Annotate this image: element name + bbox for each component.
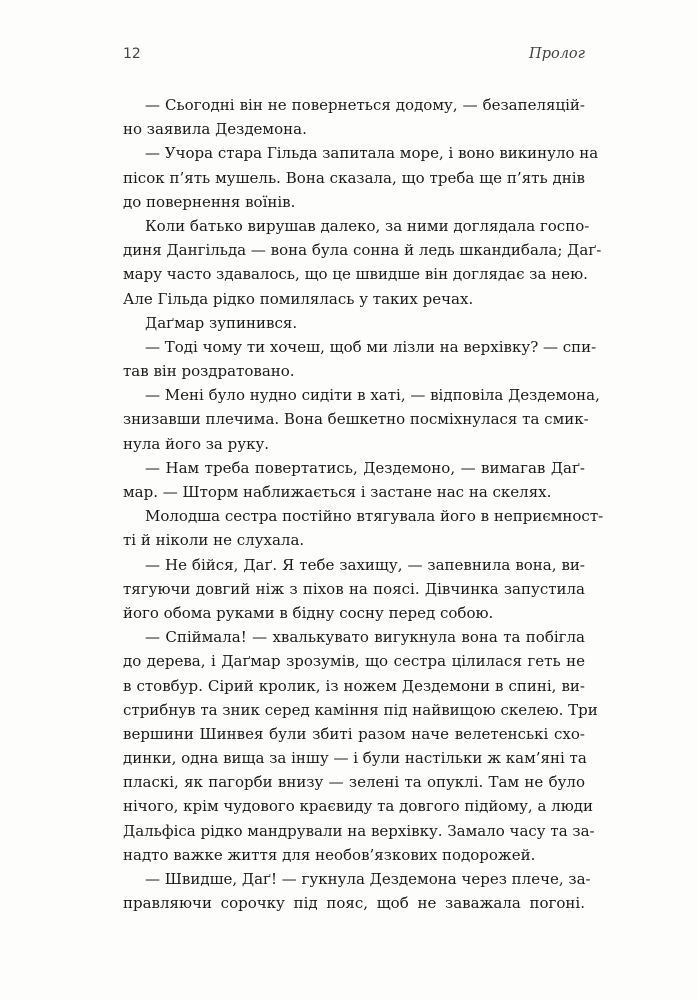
text-line: — Мені було нудно сидіти в хаті, — відповіла Дездемона, [145,386,600,405]
text-line: динки, одна вища за іншу — і були настільки ж кам’яні та [123,749,587,768]
text-line: Даґмар зупинився. [145,313,298,332]
chapter-title: Пролог [529,46,585,62]
text-line: Коли батько вирушав далеко, за ними доглядала госпо- [145,216,590,235]
text-line: диня Дангільда — вона була сонна й ледь шкандибала; Даґ- [123,241,602,260]
page-header [123,46,585,66]
text-line: в стовбур. Сірий кролик, із ножем Дездемони в спині, ви- [123,676,585,695]
text-line: нула його за руку. [123,434,270,453]
text-line: Дальфіса рідко мандрували на верхівку. Замало часу та за- [123,821,595,840]
text-line: — Учора стара Гільда запитала море, і воно викинуло на [145,144,599,163]
text-line: тав він роздратовано. [123,362,295,381]
text-line: — Сьогодні він не повернеться додому, — безапеляцій- [145,96,585,114]
text-line: стрибнув та зник серед каміння під найвищою скелею. Три [123,700,598,719]
text-line: пісок п’ять мушель. Вона сказала, що треба ще п’ять днів [123,168,585,187]
text-line: — Не бійся, Даґ. Я тебе захищу, — запевнила вона, ви- [145,555,585,574]
text-line: пласкі, як пагорби внизу — зелені та опуклі. Там не було [123,773,585,792]
text-line: Молодша сестра постійно втягувала його в неприємност- [145,507,604,526]
text-line: вершини Шинвея були збиті разом наче велетенські схо- [123,724,585,743]
text-line: надто важке життя для необов’язкових подорожей. [123,845,536,864]
text-line: до дерева, і Даґмар зрозумів, що сестра цілилася геть не [123,652,585,671]
text-line: тягуючи довгий ніж з піхов на поясі. Дівчинка запустила [123,579,585,598]
text-line: — Швидше, Даґ! — гукнула Дездемона через плече, за- [145,870,591,888]
text-line: — Тоді чому ти хочеш, щоб ми лізли на верхівку? — спи- [145,337,597,356]
text-line: нічого, крім чудового краєвиду та довгого підйому, а люди [123,797,594,816]
text-line: — Нам треба повертатись, Дездемоно, — вимагав Даґ- [145,458,585,477]
text-line: ті й ніколи не слухала. [123,531,305,550]
text-line: до повернення воїнів. [123,192,296,211]
page-number: 12 [123,46,141,62]
text-line: правляючи сорочку під пояс, щоб не заважала погоні. [123,894,585,913]
text-line: його обома руками в бідну сосну перед собою. [123,603,494,622]
body-text [123,93,604,915]
text-line: мар. — Шторм наближається і застане нас на скелях. [123,483,552,501]
text-line: Але Гільда рідко помилялась у таких речах. [123,289,474,308]
text-line: знизавши плечима. Вона бешкетно посміхнулася та смик- [123,410,589,429]
text-line: но заявила Дездемона. [123,120,307,139]
text-line: мару часто здавалось, що це швидше він доглядає за нею. [123,265,588,284]
text-line: — Спіймала! — хвалькувато вигукнула вона та побігла [145,628,585,647]
